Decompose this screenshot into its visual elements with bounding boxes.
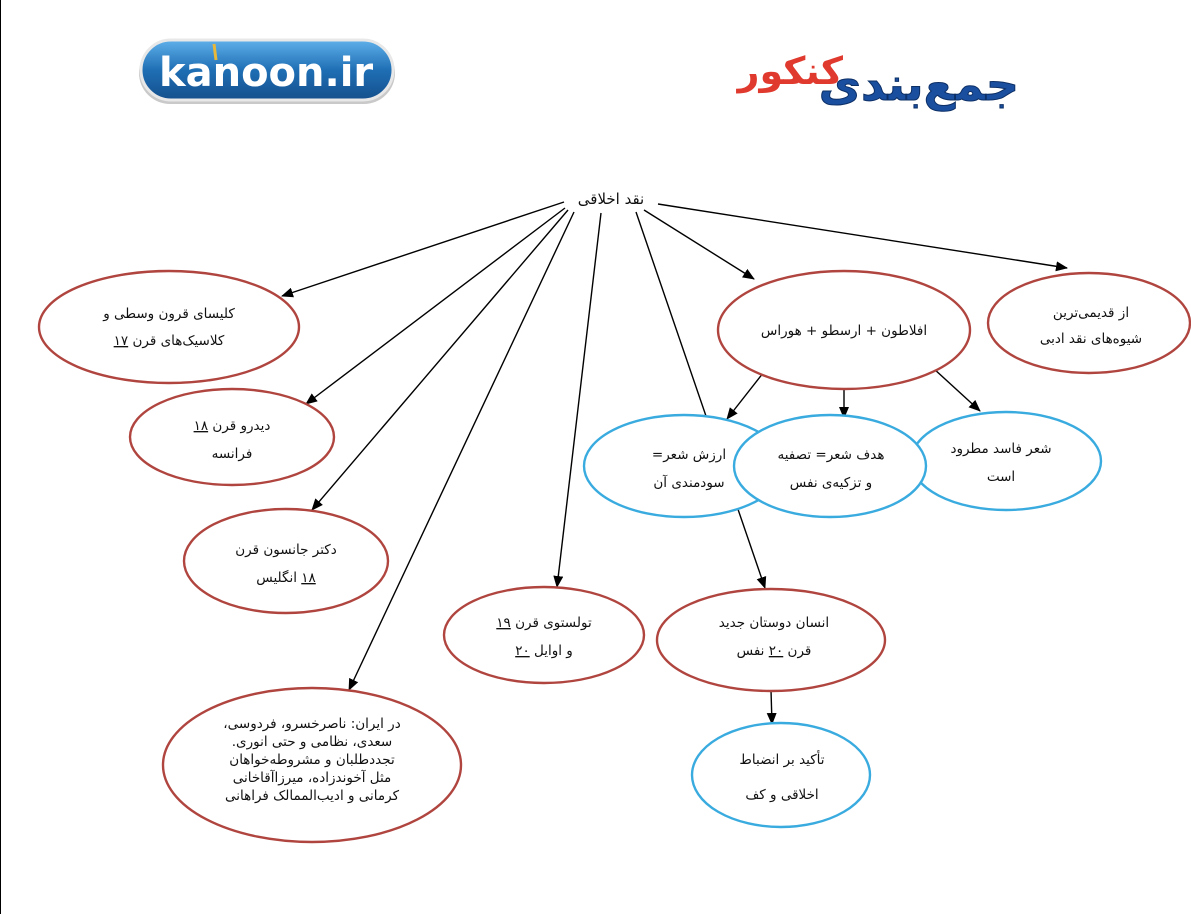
takid-line: اخلاقی و کف — [745, 787, 819, 803]
hadaf-line: هدف شعر= تصفیه — [777, 447, 885, 463]
node-fased — [911, 412, 1101, 510]
fased-line: است — [986, 469, 1016, 485]
ghadimi-line: شیوه‌های نقد ادبی — [1039, 331, 1143, 347]
logo-left-text: kanoon.ir — [159, 50, 374, 96]
arrow-root-ghadimi — [658, 204, 1067, 268]
iran-line: تجددطلبان و مشروطه‌خواهان — [229, 752, 395, 768]
arrow-root-johnson — [312, 210, 568, 510]
takid-line: تأکید بر انضباط — [739, 752, 825, 768]
hadaf-line: و تزکیه‌ی نفس — [789, 475, 873, 491]
node-johnson — [184, 509, 388, 613]
kelisa-line: کلیسای قرون وسطی و — [103, 306, 235, 322]
node-didro — [130, 389, 334, 485]
aflatoon-line: افلاطون + ارسطو + هوراس — [760, 323, 928, 339]
didro-line: دیدرو قرن ۱۸ — [193, 418, 271, 434]
arzesh-line: سودمندی آن — [653, 475, 725, 491]
arrow-root-didro — [306, 208, 565, 404]
diagram-canvas — [1, 0, 1191, 914]
jambandi-logo — [736, 49, 1019, 111]
arrow-ensan-takid — [771, 690, 772, 724]
iran-line: در ایران: ناصرخسرو، فردوسی، — [223, 716, 401, 732]
node-kelisa — [39, 271, 299, 383]
logo-right-accent-text: کنکور — [737, 49, 843, 93]
node-takid — [692, 723, 870, 827]
iran-line: مثل آخوندزاده، میرزاآقاخانی — [232, 770, 392, 786]
fased-line: شعر فاسد مطرود — [950, 441, 1052, 457]
johnson-line: ۱۸ انگلیس — [256, 570, 316, 586]
kelisa-line: کلاسیک‌های قرن ۱۷ — [113, 333, 225, 349]
node-aflatoon-text — [761, 323, 927, 339]
johnson-line: دکتر جانسون قرن — [235, 542, 337, 558]
node-texts — [102, 305, 1142, 804]
arrow-root-kelisa — [282, 202, 564, 296]
arrow-root-ensan — [636, 212, 765, 588]
iran-line: سعدی، نظامی و حتی انوری. — [231, 734, 393, 750]
node-ghadimi — [988, 273, 1190, 373]
node-tolstoy — [444, 587, 644, 683]
arrow-root-tolstoy — [557, 213, 601, 587]
node-ensan — [657, 589, 885, 691]
tolstoy-line: و اوایل ۲۰ — [515, 643, 573, 659]
ensan-line: قرن ۲۰ نفس — [736, 643, 812, 659]
didro-line: فرانسه — [211, 446, 253, 462]
arrow-root-aflatoon — [644, 210, 754, 279]
ellipses — [39, 271, 1190, 842]
kanoon-logo — [139, 40, 395, 104]
root-label: نقد اخلاقی — [577, 190, 645, 208]
arzesh-line: ارزش شعر= — [651, 447, 727, 463]
node-iran-text — [223, 716, 400, 804]
iran-line: کرمانی و ادیب‌الممالک فراهانی — [224, 788, 400, 804]
tolstoy-line: تولستوی قرن ۱۹ — [496, 615, 592, 631]
node-hadaf — [734, 415, 926, 517]
ensan-line: انسان دوستان جدید — [718, 615, 830, 631]
ghadimi-line: از قدیمی‌ترین — [1052, 305, 1130, 321]
logo-right-main-text: جمع‌بندی — [818, 57, 1019, 111]
